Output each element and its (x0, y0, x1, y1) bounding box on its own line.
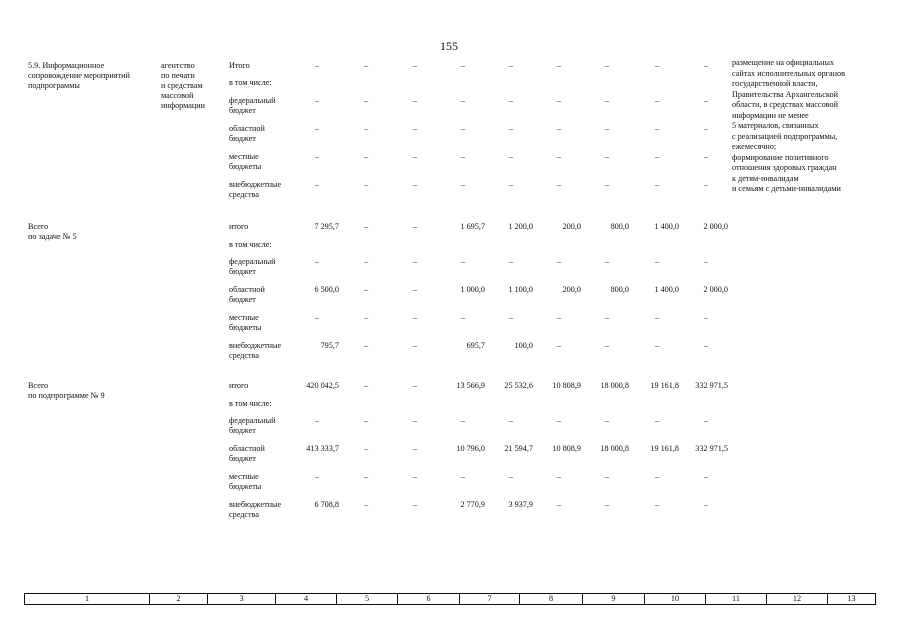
value-cell: 3 937,9 (508, 500, 533, 509)
value-cell: 10 808,9 (552, 381, 581, 390)
row-label: внебюджетные средства (229, 180, 282, 199)
value-cell: – (703, 500, 709, 509)
value-cell: – (703, 313, 709, 322)
value-cell: – (363, 96, 369, 105)
column-number: 1 (25, 594, 150, 605)
value-cell: 200,0 (562, 222, 581, 231)
value-cell: – (508, 313, 514, 322)
row-label: итого (229, 381, 249, 390)
column-number: 2 (150, 594, 208, 605)
value-cell: – (556, 341, 562, 350)
value-cell: 2 000,0 (703, 222, 728, 231)
executor-name: агентство по печати и средствам массовой информации (161, 61, 206, 110)
row-label: в том числе: (229, 399, 272, 408)
column-number: 6 (398, 594, 460, 605)
value-cell: – (556, 416, 562, 425)
value-cell: – (508, 61, 514, 70)
column-number: 9 (583, 594, 645, 605)
value-cell: – (654, 152, 660, 161)
value-cell: – (314, 416, 320, 425)
value-cell: – (363, 341, 369, 350)
value-cell: – (703, 152, 709, 161)
value-cell: – (654, 257, 660, 266)
value-cell: 200,0 (562, 285, 581, 294)
value-cell: – (556, 180, 562, 189)
value-cell: 100,0 (514, 341, 533, 350)
value-cell: – (363, 222, 369, 231)
value-cell: – (703, 124, 709, 133)
value-cell: – (654, 341, 660, 350)
value-cell: – (604, 341, 610, 350)
value-cell: – (412, 416, 418, 425)
value-cell: – (604, 313, 610, 322)
value-cell: 19 161,8 (650, 444, 679, 453)
column-number: 13 (828, 594, 876, 605)
value-cell: 6 708,8 (314, 500, 339, 509)
value-cell: 800,0 (610, 222, 629, 231)
row-label: Итого (229, 61, 250, 70)
value-cell: – (556, 124, 562, 133)
value-cell: 6 500,0 (314, 285, 339, 294)
value-cell: – (508, 152, 514, 161)
value-cell: 1 400,0 (654, 285, 679, 294)
value-cell: 25 532,6 (504, 381, 533, 390)
value-cell: – (604, 416, 610, 425)
value-cell: 18 000,8 (600, 444, 629, 453)
value-cell: – (412, 285, 418, 294)
column-number: 11 (706, 594, 767, 605)
value-cell: – (363, 313, 369, 322)
column-number: 5 (337, 594, 398, 605)
value-cell: 7 295,7 (314, 222, 339, 231)
value-cell: – (412, 444, 418, 453)
value-cell: – (604, 180, 610, 189)
value-cell: 1 400,0 (654, 222, 679, 231)
column-number: 12 (767, 594, 828, 605)
value-cell: – (412, 500, 418, 509)
value-cell: 2 770,9 (460, 500, 485, 509)
subprogram-9-total-title: Всего по подпрограмме № 9 (28, 381, 105, 400)
value-cell: – (314, 124, 320, 133)
value-cell: – (508, 472, 514, 481)
value-cell: – (508, 180, 514, 189)
value-cell: – (412, 313, 418, 322)
value-cell: 2 000,0 (703, 285, 728, 294)
value-cell: – (508, 96, 514, 105)
row-label: местные бюджеты (229, 152, 262, 171)
value-cell: – (363, 472, 369, 481)
value-cell: – (508, 416, 514, 425)
row-label: местные бюджеты (229, 472, 262, 491)
value-cell: 800,0 (610, 285, 629, 294)
row-label: итого (229, 222, 249, 231)
value-cell: – (412, 341, 418, 350)
value-cell: – (363, 180, 369, 189)
value-cell: 1 200,0 (508, 222, 533, 231)
value-cell: – (654, 500, 660, 509)
value-cell: – (460, 96, 466, 105)
column-number: 3 (208, 594, 276, 605)
value-cell: – (412, 124, 418, 133)
value-cell: 18 000,8 (600, 381, 629, 390)
value-cell: – (604, 257, 610, 266)
value-cell: – (412, 152, 418, 161)
value-cell: 1 695,7 (460, 222, 485, 231)
value-cell: – (654, 313, 660, 322)
value-cell: – (412, 96, 418, 105)
value-cell: – (363, 500, 369, 509)
value-cell: 332 971,5 (695, 381, 728, 390)
value-cell: – (556, 500, 562, 509)
value-cell: 1 000,0 (460, 285, 485, 294)
value-cell: – (460, 180, 466, 189)
value-cell: – (412, 180, 418, 189)
value-cell: – (314, 152, 320, 161)
value-cell: – (703, 180, 709, 189)
value-cell: – (556, 257, 562, 266)
row-label: в том числе: (229, 78, 272, 87)
value-cell: 695,7 (466, 341, 485, 350)
value-cell: 10 808,9 (552, 444, 581, 453)
value-cell: – (363, 61, 369, 70)
value-cell: – (314, 180, 320, 189)
value-cell: – (363, 381, 369, 390)
value-cell: – (703, 257, 709, 266)
value-cell: – (604, 61, 610, 70)
value-cell: 1 100,0 (508, 285, 533, 294)
value-cell: – (460, 61, 466, 70)
row-label: областной бюджет (229, 285, 265, 304)
row-label: федеральный бюджет (229, 257, 276, 276)
value-cell: 19 161,8 (650, 381, 679, 390)
value-cell: – (654, 124, 660, 133)
value-cell: – (654, 472, 660, 481)
row-label: областной бюджет (229, 444, 265, 463)
value-cell: – (508, 257, 514, 266)
value-cell: – (654, 96, 660, 105)
value-cell: – (412, 257, 418, 266)
value-cell: – (363, 124, 369, 133)
value-cell: – (460, 124, 466, 133)
column-number-row (24, 593, 876, 605)
row-label: областной бюджет (229, 124, 265, 143)
value-cell: – (460, 257, 466, 266)
value-cell: – (703, 341, 709, 350)
value-cell: – (703, 472, 709, 481)
value-cell: – (508, 124, 514, 133)
value-cell: 795,7 (320, 341, 339, 350)
value-cell: – (314, 96, 320, 105)
value-cell: – (654, 416, 660, 425)
value-cell: – (460, 152, 466, 161)
column-number: 4 (276, 594, 337, 605)
page-number: 155 (440, 39, 458, 53)
column-number: 10 (645, 594, 706, 605)
value-cell: – (556, 96, 562, 105)
expected-results-note: размещение на официальных сайтах исполнительных органов государственной власти, Правительства Архангельской области, в средствах массовой информации не менее 5 материалов, связанных с реализацией подпрограммы, ежемесячно; формирование позитивного отношения здоровых граждан к детям-инвалидам и семьям с детьми-инвалидами (732, 58, 846, 193)
value-cell: – (556, 152, 562, 161)
value-cell: 13 566,9 (456, 381, 485, 390)
row-label: внебюджетные средства (229, 500, 282, 519)
value-cell: – (412, 222, 418, 231)
value-cell: 10 796,0 (456, 444, 485, 453)
value-cell: – (363, 285, 369, 294)
task-5-total-title: Всего по задаче № 5 (28, 222, 77, 241)
value-cell: – (654, 61, 660, 70)
row-label: федеральный бюджет (229, 96, 276, 115)
value-cell: – (604, 472, 610, 481)
value-cell: – (412, 381, 418, 390)
column-number: 8 (520, 594, 583, 605)
value-cell: – (703, 416, 709, 425)
value-cell: – (314, 472, 320, 481)
value-cell: – (460, 416, 466, 425)
value-cell: 332 971,5 (695, 444, 728, 453)
value-cell: – (314, 313, 320, 322)
value-cell: – (363, 257, 369, 266)
value-cell: – (363, 444, 369, 453)
row-label: местные бюджеты (229, 313, 262, 332)
value-cell: 420 042,5 (306, 381, 339, 390)
value-cell: – (556, 61, 562, 70)
value-cell: – (556, 313, 562, 322)
value-cell: – (412, 472, 418, 481)
column-number: 7 (460, 594, 520, 605)
value-cell: – (703, 96, 709, 105)
measure-title: 5.9. Информационное сопровождение мероприятий подпрограммы (28, 61, 130, 90)
value-cell: – (604, 124, 610, 133)
row-label: внебюджетные средства (229, 341, 282, 360)
value-cell: – (556, 472, 562, 481)
value-cell: 413 333,7 (306, 444, 339, 453)
value-cell: – (412, 61, 418, 70)
value-cell: – (604, 96, 610, 105)
row-label: федеральный бюджет (229, 416, 276, 435)
value-cell: – (363, 416, 369, 425)
value-cell: – (654, 180, 660, 189)
value-cell: – (460, 472, 466, 481)
value-cell: 21 594,7 (504, 444, 533, 453)
value-cell: – (363, 152, 369, 161)
value-cell: – (703, 61, 709, 70)
value-cell: – (604, 152, 610, 161)
value-cell: – (314, 257, 320, 266)
value-cell: – (460, 313, 466, 322)
row-label: в том числе: (229, 240, 272, 249)
value-cell: – (604, 500, 610, 509)
value-cell: – (314, 61, 320, 70)
